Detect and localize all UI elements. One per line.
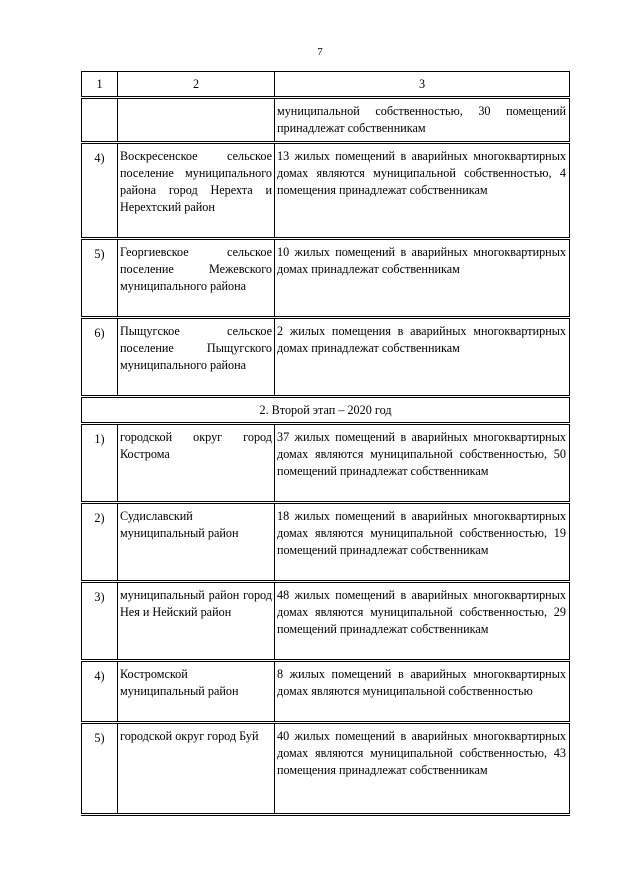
row-number: 1) — [82, 424, 118, 503]
stage-heading-row — [82, 397, 570, 424]
municipality-name: Георгиевское сельское поселение Межевского муниципального района — [118, 239, 275, 318]
housing-description: 10 жилых помещений в аварийных многоквартирных домах принадлежат собственникам — [275, 239, 570, 318]
municipality-name: Костромской муниципальный район — [118, 661, 275, 723]
row-number — [82, 98, 118, 143]
table-row — [82, 661, 570, 723]
housing-description: 18 жилых помещений в аварийных многоквартирных домах являются муниципальной собственностью, 19 помещений принадлежат собственникам — [275, 503, 570, 582]
table-row — [82, 98, 570, 143]
municipality-name: Воскресенское сельское поселение муниципального района город Нерехта и Нерехтский район — [118, 143, 275, 239]
header-col-3: 3 — [275, 72, 570, 98]
housing-description: муниципальной собственностью, 30 помещений принадлежат собственникам — [275, 98, 570, 143]
row-number: 5) — [82, 723, 118, 815]
municipality-name: городской округ город Буй — [118, 723, 275, 815]
header-col-2: 2 — [118, 72, 275, 98]
municipality-name: Судиславский муниципальный район — [118, 503, 275, 582]
table-header-row — [82, 72, 570, 98]
housing-description: 40 жилых помещений в аварийных многоквартирных домах являются муниципальной собственностью, 43 помещения принадлежат собственникам — [275, 723, 570, 815]
table-row — [82, 723, 570, 815]
municipality-name: городской округ город Кострома — [118, 424, 275, 503]
row-number: 2) — [82, 503, 118, 582]
header-col-1: 1 — [82, 72, 118, 98]
stage-title: 2. Второй этап – 2020 год — [82, 397, 570, 424]
row-number: 4) — [82, 143, 118, 239]
municipality-name — [118, 98, 275, 143]
table-row — [82, 239, 570, 318]
housing-description: 8 жилых помещений в аварийных многоквартирных домах являются муниципальной собственностью — [275, 661, 570, 723]
row-number: 3) — [82, 582, 118, 661]
row-number: 6) — [82, 318, 118, 397]
program-table — [81, 71, 570, 816]
housing-description: 13 жилых помещений в аварийных многоквартирных домах являются муниципальной собственностью, 4 помещения принадлежат собственникам — [275, 143, 570, 239]
table-row — [82, 143, 570, 239]
housing-description: 37 жилых помещений в аварийных многоквартирных домах являются муниципальной собственностью, 50 помещений принадлежат собственникам — [275, 424, 570, 503]
table-row — [82, 424, 570, 503]
municipality-name: муниципальный район город Нея и Нейский район — [118, 582, 275, 661]
page-number: 7 — [317, 46, 323, 58]
table-row — [82, 503, 570, 582]
table-row — [82, 582, 570, 661]
row-number: 4) — [82, 661, 118, 723]
housing-description: 2 жилых помещения в аварийных многоквартирных домах принадлежат собственникам — [275, 318, 570, 397]
table-row — [82, 318, 570, 397]
row-number: 5) — [82, 239, 118, 318]
municipality-name: Пыщугское сельское поселение Пыщугского муниципального района — [118, 318, 275, 397]
housing-description: 48 жилых помещений в аварийных многоквартирных домах являются муниципальной собственностью, 29 помещений принадлежат собственникам — [275, 582, 570, 661]
